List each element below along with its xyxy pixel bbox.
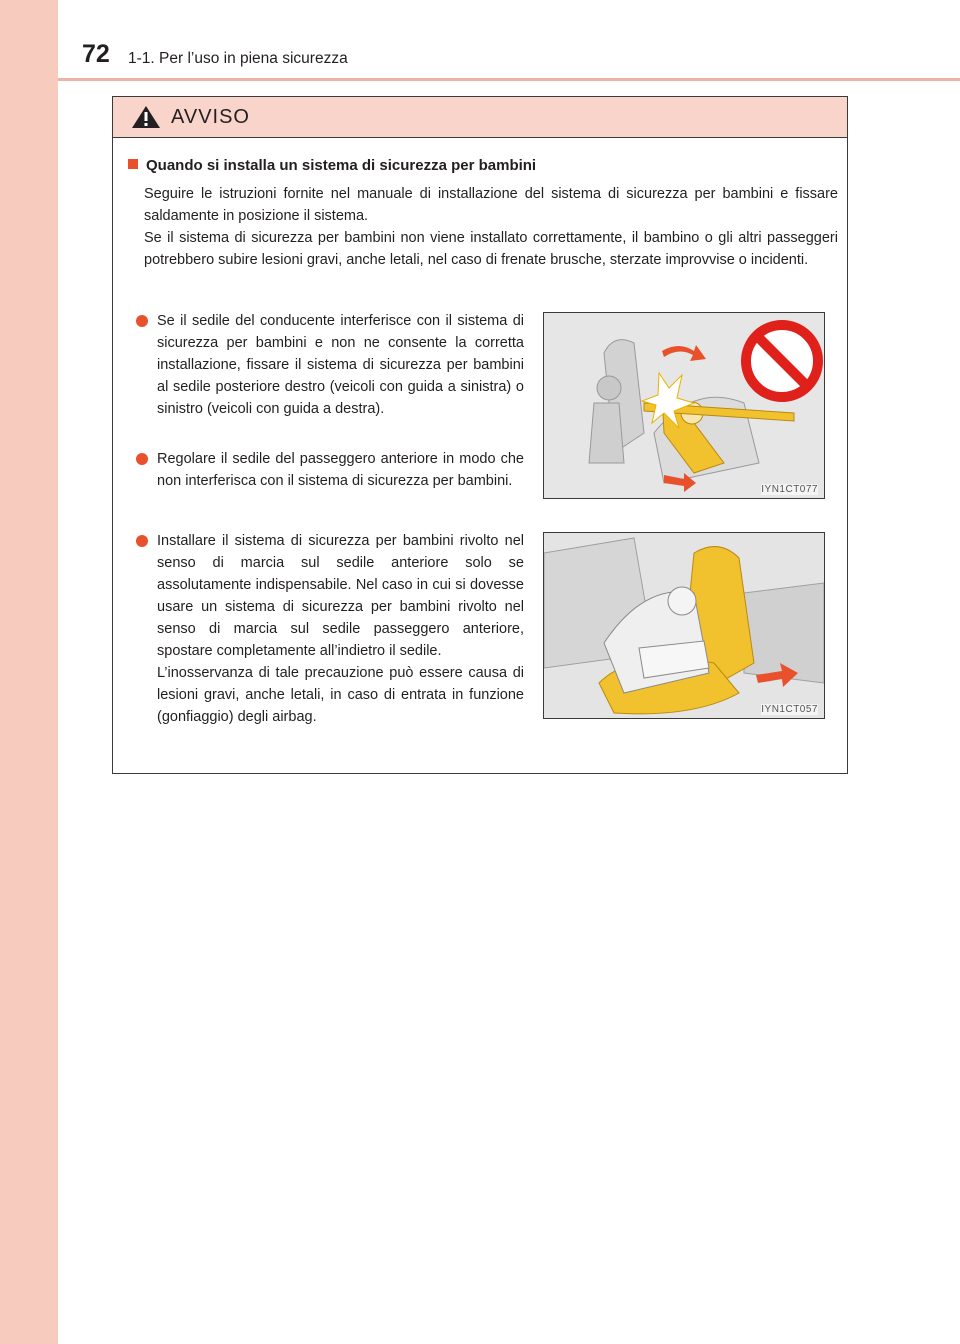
prohibition-icon bbox=[746, 325, 818, 397]
warning-title: AVVISO bbox=[171, 106, 250, 128]
paragraph-1: Seguire le istruzioni fornite nel manuale di installazione del sistema di sicurezza per bambini e fissare saldamente in posizione il sistema. bbox=[144, 186, 838, 224]
bullet-item bbox=[136, 448, 524, 492]
page-number: 72 bbox=[82, 40, 110, 68]
bullet-item bbox=[136, 310, 524, 420]
seat-interference-illustration bbox=[544, 313, 824, 498]
figure-code: IYN1CT057 bbox=[761, 704, 818, 715]
bullet-dot-icon bbox=[136, 453, 148, 465]
bullet-item bbox=[136, 530, 524, 728]
header-rule bbox=[58, 78, 960, 81]
warning-triangle-icon bbox=[131, 105, 161, 129]
bullet-dot-icon bbox=[136, 315, 148, 327]
bullet-text: Installare il sistema di sicurezza per bambini rivolto nel senso di marcia sul sedile anteriore solo se assolutamente indispensabile. Nel caso in cui si dovesse usare un sistema di sicurezza per bambini rivolto nel senso di marcia sul sedile passeggero anteriore, spostare completamente all’indietro il sedile. bbox=[157, 533, 524, 659]
figure-seat-interference bbox=[543, 312, 825, 499]
square-bullet-icon bbox=[128, 159, 138, 169]
bullet-text-continued: L’inosservanza di tale precauzione può essere causa di lesioni gravi, anche letali, in caso di entrata in funzione (gonfiaggio) degli airbag. bbox=[157, 665, 524, 725]
paragraph-2: Se il sistema di sicurezza per bambini non viene installato correttamente, il bambino o gli altri passeggeri potrebbero subire lesioni gravi, anche letali, nel caso di frenate brusche, sterzate improvvise o incidenti. bbox=[144, 230, 838, 268]
section-title: 1-1. Per l’uso in piena sicurezza bbox=[128, 50, 348, 67]
warning-header bbox=[113, 97, 847, 138]
side-strip bbox=[0, 0, 58, 1344]
warning-box bbox=[112, 96, 848, 774]
bullet-text: Regolare il sedile del passeggero anteriore in modo che non interferisca con il sistema di sicurezza per bambini. bbox=[157, 451, 524, 489]
figure-code: IYN1CT077 bbox=[761, 484, 818, 495]
forward-seat-illustration bbox=[544, 533, 824, 718]
subheading bbox=[128, 157, 536, 174]
figure-forward-seat bbox=[543, 532, 825, 719]
bullet-dot-icon bbox=[136, 535, 148, 547]
subheading-text: Quando si installa un sistema di sicurezza per bambini bbox=[146, 157, 537, 174]
bullet-text: Se il sedile del conducente interferisce con il sistema di sicurezza per bambini e non ne consente la corretta installazione, fissare il sistema di sicurezza per bambini al sedile posteriore destro (veicoli con guida a sinistra) o sinistro (veicoli con guida a destra). bbox=[157, 313, 524, 417]
